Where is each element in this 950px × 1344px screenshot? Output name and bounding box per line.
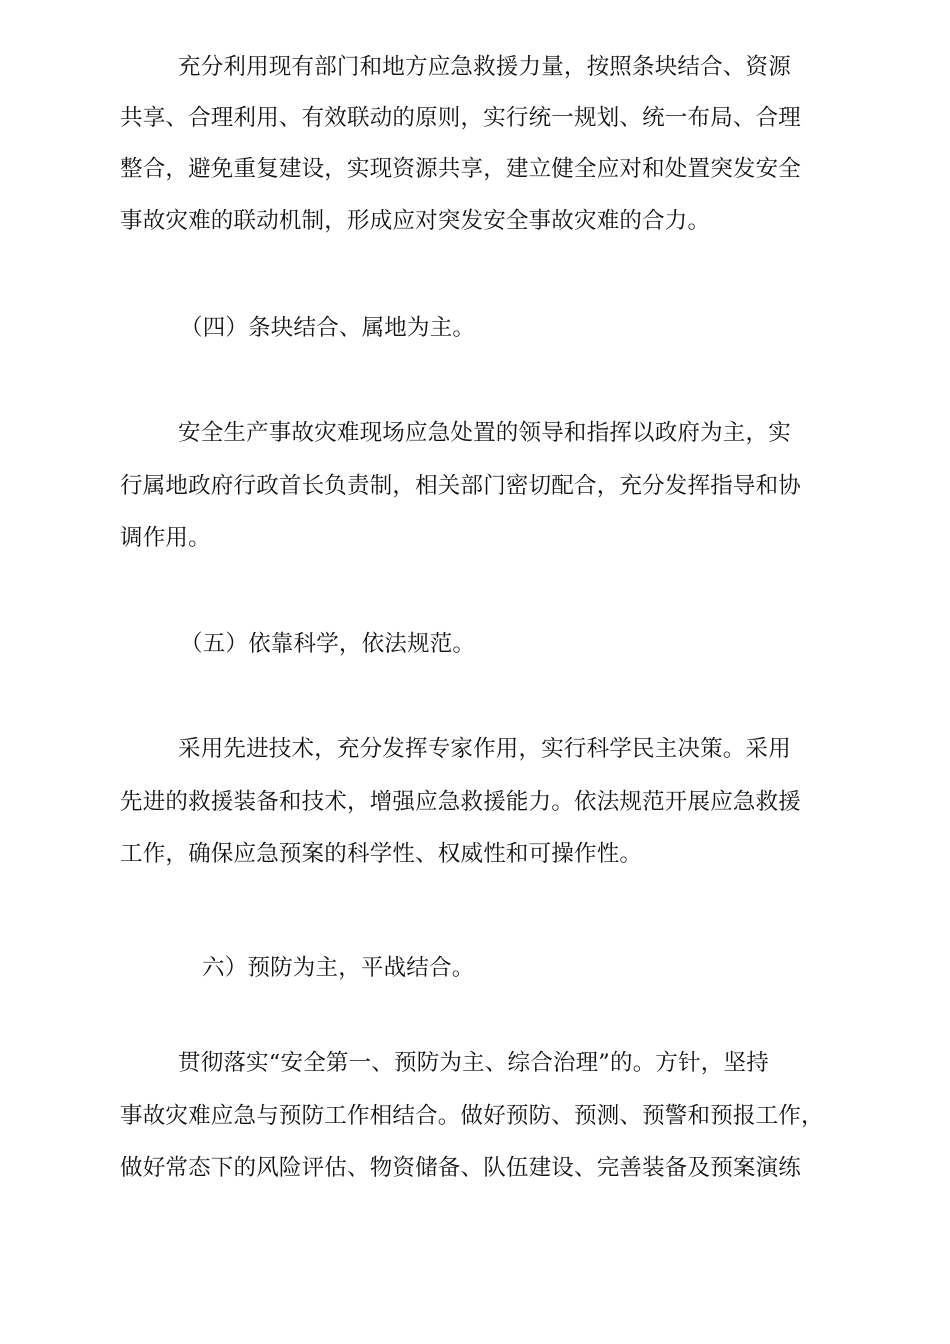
paragraph-4-line-3: 做好常态下的风险评估、物资储备、队伍建设、完善装备及预案演练: [120, 1155, 802, 1181]
paragraph-2-line-3: 调作用。: [120, 525, 211, 551]
paragraph-1-line-4: 事故灾难的联动机制，形成应对突发安全事故灾难的合力。: [120, 208, 711, 234]
paragraph-2-line-1: 安全生产事故灾难现场应急处置的领导和指挥以政府为主，实: [178, 420, 791, 446]
paragraph-4-line-1: 贯彻落实“安全第一、预防为主、综合治理”的。方针，坚持: [178, 1050, 769, 1076]
paragraph-3-line-2: 先进的救援装备和技术，增强应急救援能力。依法规范开展应急救援: [120, 789, 802, 815]
paragraph-3-line-3: 工作，确保应急预案的科学性、权威性和可操作性。: [120, 841, 643, 867]
paragraph-3-line-1: 采用先进技术，充分发挥专家作用，实行科学民主决策。采用: [178, 736, 791, 762]
paragraph-1-line-2: 共享、合理利用、有效联动的原则，实行统一规划、统一布局、合理: [120, 105, 802, 131]
section-heading-4: （四）条块结合、属地为主。: [180, 315, 476, 341]
paragraph-2-line-2: 行属地政府行政首长负责制，相关部门密切配合，充分发挥指导和协: [120, 473, 802, 499]
section-heading-5: （五）依靠科学，依法规范。: [180, 631, 476, 657]
paragraph-1-line-1: 充分利用现有部门和地方应急救援力量，按照条块结合、资源: [178, 54, 791, 80]
paragraph-1-line-3: 整合，避免重复建设，实现资源共享，建立健全应对和处置突发安全: [120, 156, 802, 182]
section-heading-6: 六）预防为主，平战结合。: [202, 955, 475, 981]
paragraph-4-line-2: 事故灾难应急与预防工作相结合。做好预防、预测、预警和预报工作，: [120, 1103, 824, 1129]
